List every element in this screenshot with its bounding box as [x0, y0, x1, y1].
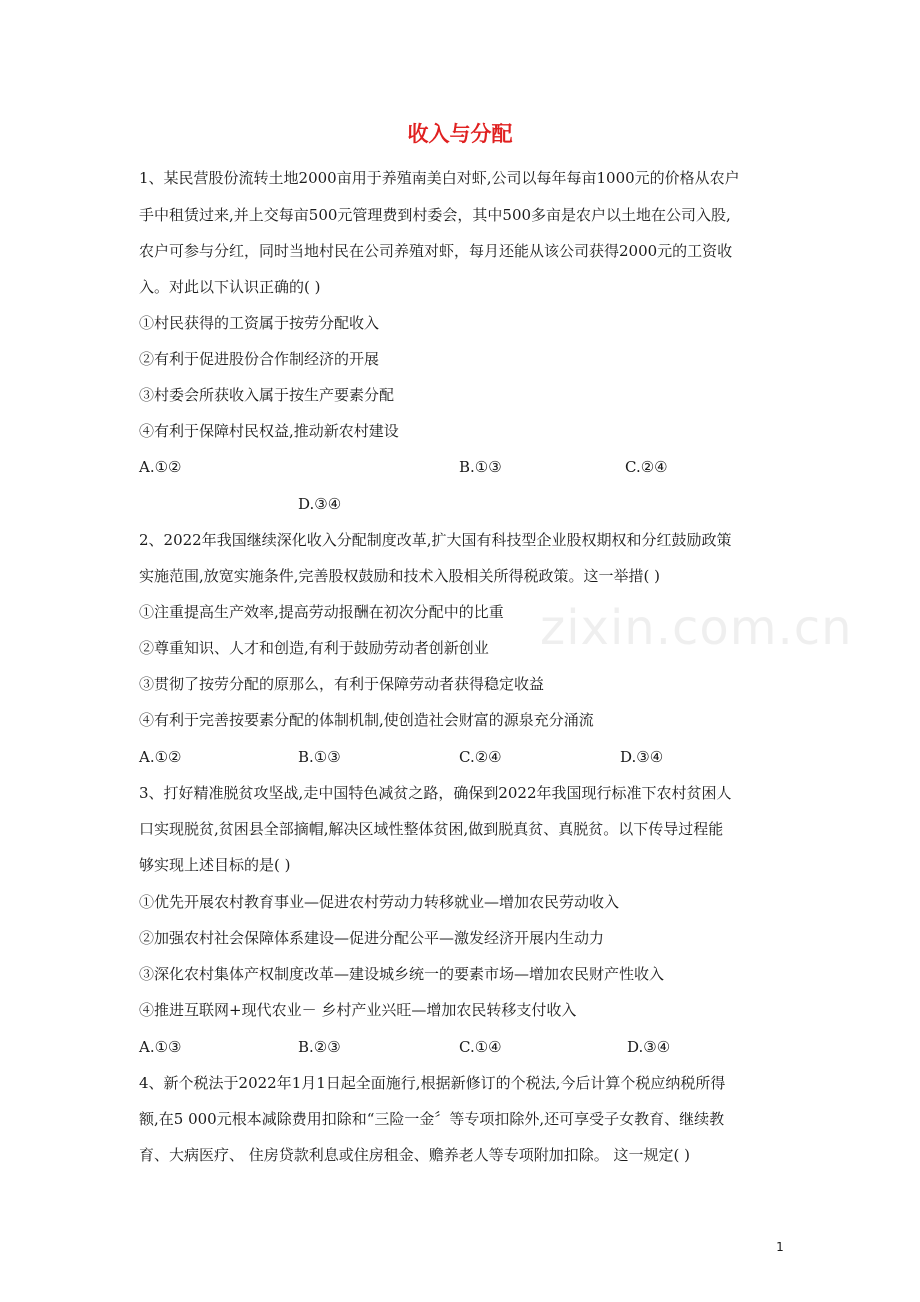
statement-item: ①注重提高生产效率,提高劳动报酬在初次分配中的比重 — [139, 603, 504, 621]
statement-item: ③村委会所获收入属于按生产要素分配 — [139, 386, 395, 404]
statement-item: ②有利于促进股份合作制经济的开展 — [139, 350, 380, 368]
answer-option-a: A.①② — [139, 458, 182, 476]
statement-item: ④推进互联网+现代农业－ 乡村产业兴旺—增加农民转移支付收入 — [139, 1001, 577, 1019]
statement-item: ①优先开展农村教育事业—促进农村劳动力转移就业—增加农民劳动收入 — [139, 893, 620, 911]
statement-item: ②加强农村社会保障体系建设—促进分配公平—激发经济开展内生动力 — [139, 929, 605, 947]
question-text-line: 育、大病医疗、 住房贷款利息或住房租金、赡养老人等专项附加扣除。 这一规定( ) — [139, 1146, 691, 1164]
question-text-line: 1、某民营股份流转土地2000亩用于养殖南美白对虾,公司以每年每亩1000元的价格从农户 — [139, 169, 740, 187]
question-text-line: 入。对此以下认识正确的( ) — [139, 278, 321, 296]
question-text-line: 2、2022年我国继续深化收入分配制度改革,扩大国有科技型企业股权期权和分红鼓励政策 — [139, 531, 732, 549]
answer-option-c: C.②④ — [459, 748, 502, 766]
statement-item: ③深化农村集体产权制度改革—建设城乡统一的要素市场—增加农民财产性收入 — [139, 965, 665, 983]
question-text-line: 额,在5 000元根本减除费用扣除和“三险一金〞等专项扣除外,还可享受子女教育、继续教 — [139, 1110, 725, 1128]
statement-item: ①村民获得的工资属于按劳分配收入 — [139, 314, 380, 332]
answer-option-a: A.①③ — [139, 1038, 182, 1056]
answer-option-c: C.①④ — [459, 1038, 502, 1056]
page-number: 1 — [776, 1240, 784, 1254]
statement-item: ④有利于完善按要素分配的体制机制,使创造社会财富的源泉充分涌流 — [139, 711, 594, 729]
answer-option-b: B.②③ — [298, 1038, 341, 1056]
statement-item: ③贯彻了按劳分配的原那么，有利于保障劳动者获得稳定收益 — [139, 675, 545, 693]
answer-option-a: A.①② — [139, 748, 182, 766]
answer-option-b: B.①③ — [459, 458, 502, 476]
question-text-line: 手中租赁过来,并上交每亩500元管理费到村委会，其中500多亩是农户以土地在公司入股, — [139, 206, 731, 224]
question-text-line: 口实现脱贫,贫困县全部摘帽,解决区域性整体贫困,做到脱真贫、真脱贫。以下传导过程能 — [139, 820, 724, 838]
statement-item: ④有利于保障村民权益,推动新农村建设 — [139, 422, 399, 440]
question-text-line: 够实现上述目标的是( ) — [139, 856, 291, 874]
question-text-line: 4、新个税法于2022年1月1日起全面施行,根据新修订的个税法,今后计算个税应纳税所得 — [139, 1074, 726, 1092]
answer-option-c: C.②④ — [625, 458, 668, 476]
answer-option-d: D.③④ — [627, 1038, 671, 1056]
answer-option-b: B.①③ — [298, 748, 341, 766]
question-text-line: 农户可参与分红，同时当地村民在公司养殖对虾，每月还能从该公司获得2000元的工资收 — [139, 242, 733, 260]
question-text-line: 实施范围,放宽实施条件,完善股权鼓励和技术入股相关所得税政策。这一举措( ) — [139, 567, 661, 585]
statement-item: ②尊重知识、人才和创造,有利于鼓励劳动者创新创业 — [139, 639, 489, 657]
watermark: zixin.com.cn — [540, 600, 853, 656]
answer-option-d: D.③④ — [620, 748, 664, 766]
page-title: 收入与分配 — [407, 122, 513, 146]
question-text-line: 3、打好精准脱贫攻坚战,走中国特色减贫之路，确保到2022年我国现行标准下农村贫困人 — [139, 784, 732, 802]
answer-option-d: D.③④ — [298, 495, 342, 513]
